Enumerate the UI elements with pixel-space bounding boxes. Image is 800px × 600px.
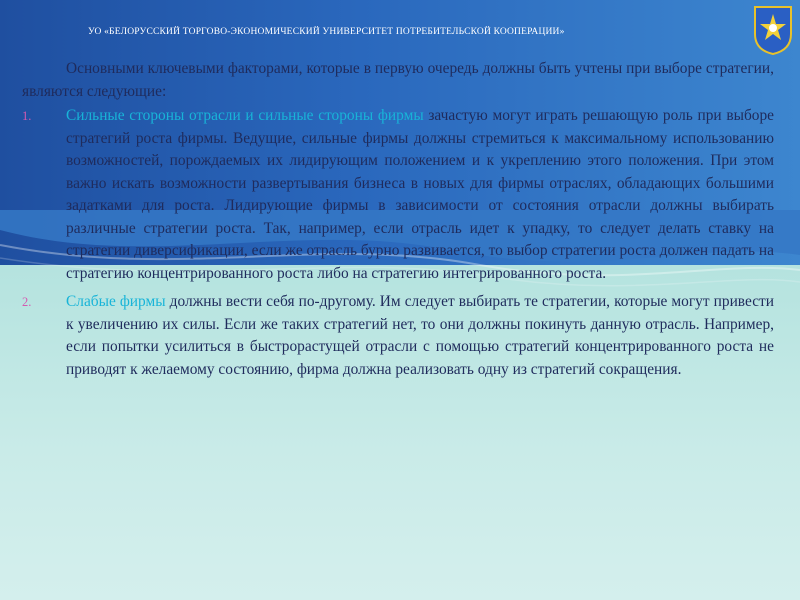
list-item-text: зачастую могут играть решающую роль при выборе стратегий роста фирмы. Ведущие, сильные фирмы должны стремиться к максимальному использованию возможностей, порождаемых их лидирующим положением и к укреплению этого положения. При этом важно искать возможности развертывания бизнеса в новых для фирмы отраслях, обладающих большими задатками для роста. Лидирующие фирмы в зависимости от состояния отрасли должны выбирать различные стратегии роста. Так, например, если отрасль идет к упадку, то следует делать ставку на стратегии диверсификации, если же отрасль бурно развивается, то выбор стратегии роста должен падать на стратегию концентрированного роста либо на стратегию интегрированного роста.	[66, 107, 774, 282]
main-text	[22, 58, 774, 387]
university-title: УО «БЕЛОРУССКИЙ ТОРГОВО-ЭКОНОМИЧЕСКИЙ УНИВЕРСИТЕТ ПОТРЕБИТЕЛЬСКОЙ КООПЕРАЦИИ»	[88, 27, 565, 37]
list-item	[22, 291, 774, 381]
intro-paragraph: Основными ключевыми факторами, которые в первую очередь должны быть учтены при выборе стратегии, являются следующие:	[22, 60, 774, 100]
list-item	[22, 105, 774, 285]
list-number: 2.	[22, 295, 32, 309]
list-number: 1.	[22, 109, 32, 123]
list-item-highlight: Слабые фирмы	[66, 293, 166, 310]
list-item-text: должны вести себя по-другому. Им следует выбирать те стратегии, которые могут привести к увеличению их силы. Если же таких стратегий нет, то они должны покинуть данную отрасль. Например, если попытки усилиться в быстрорастущей отрасли с помощью стратегий концентрированного роста не приводят к желаемому состоянию, фирма должна реализовать одну из стратегий сокращения.	[66, 293, 774, 378]
university-emblem-icon	[752, 4, 794, 56]
list-item-highlight: Сильные стороны отрасли и сильные стороны фирмы	[66, 107, 424, 124]
